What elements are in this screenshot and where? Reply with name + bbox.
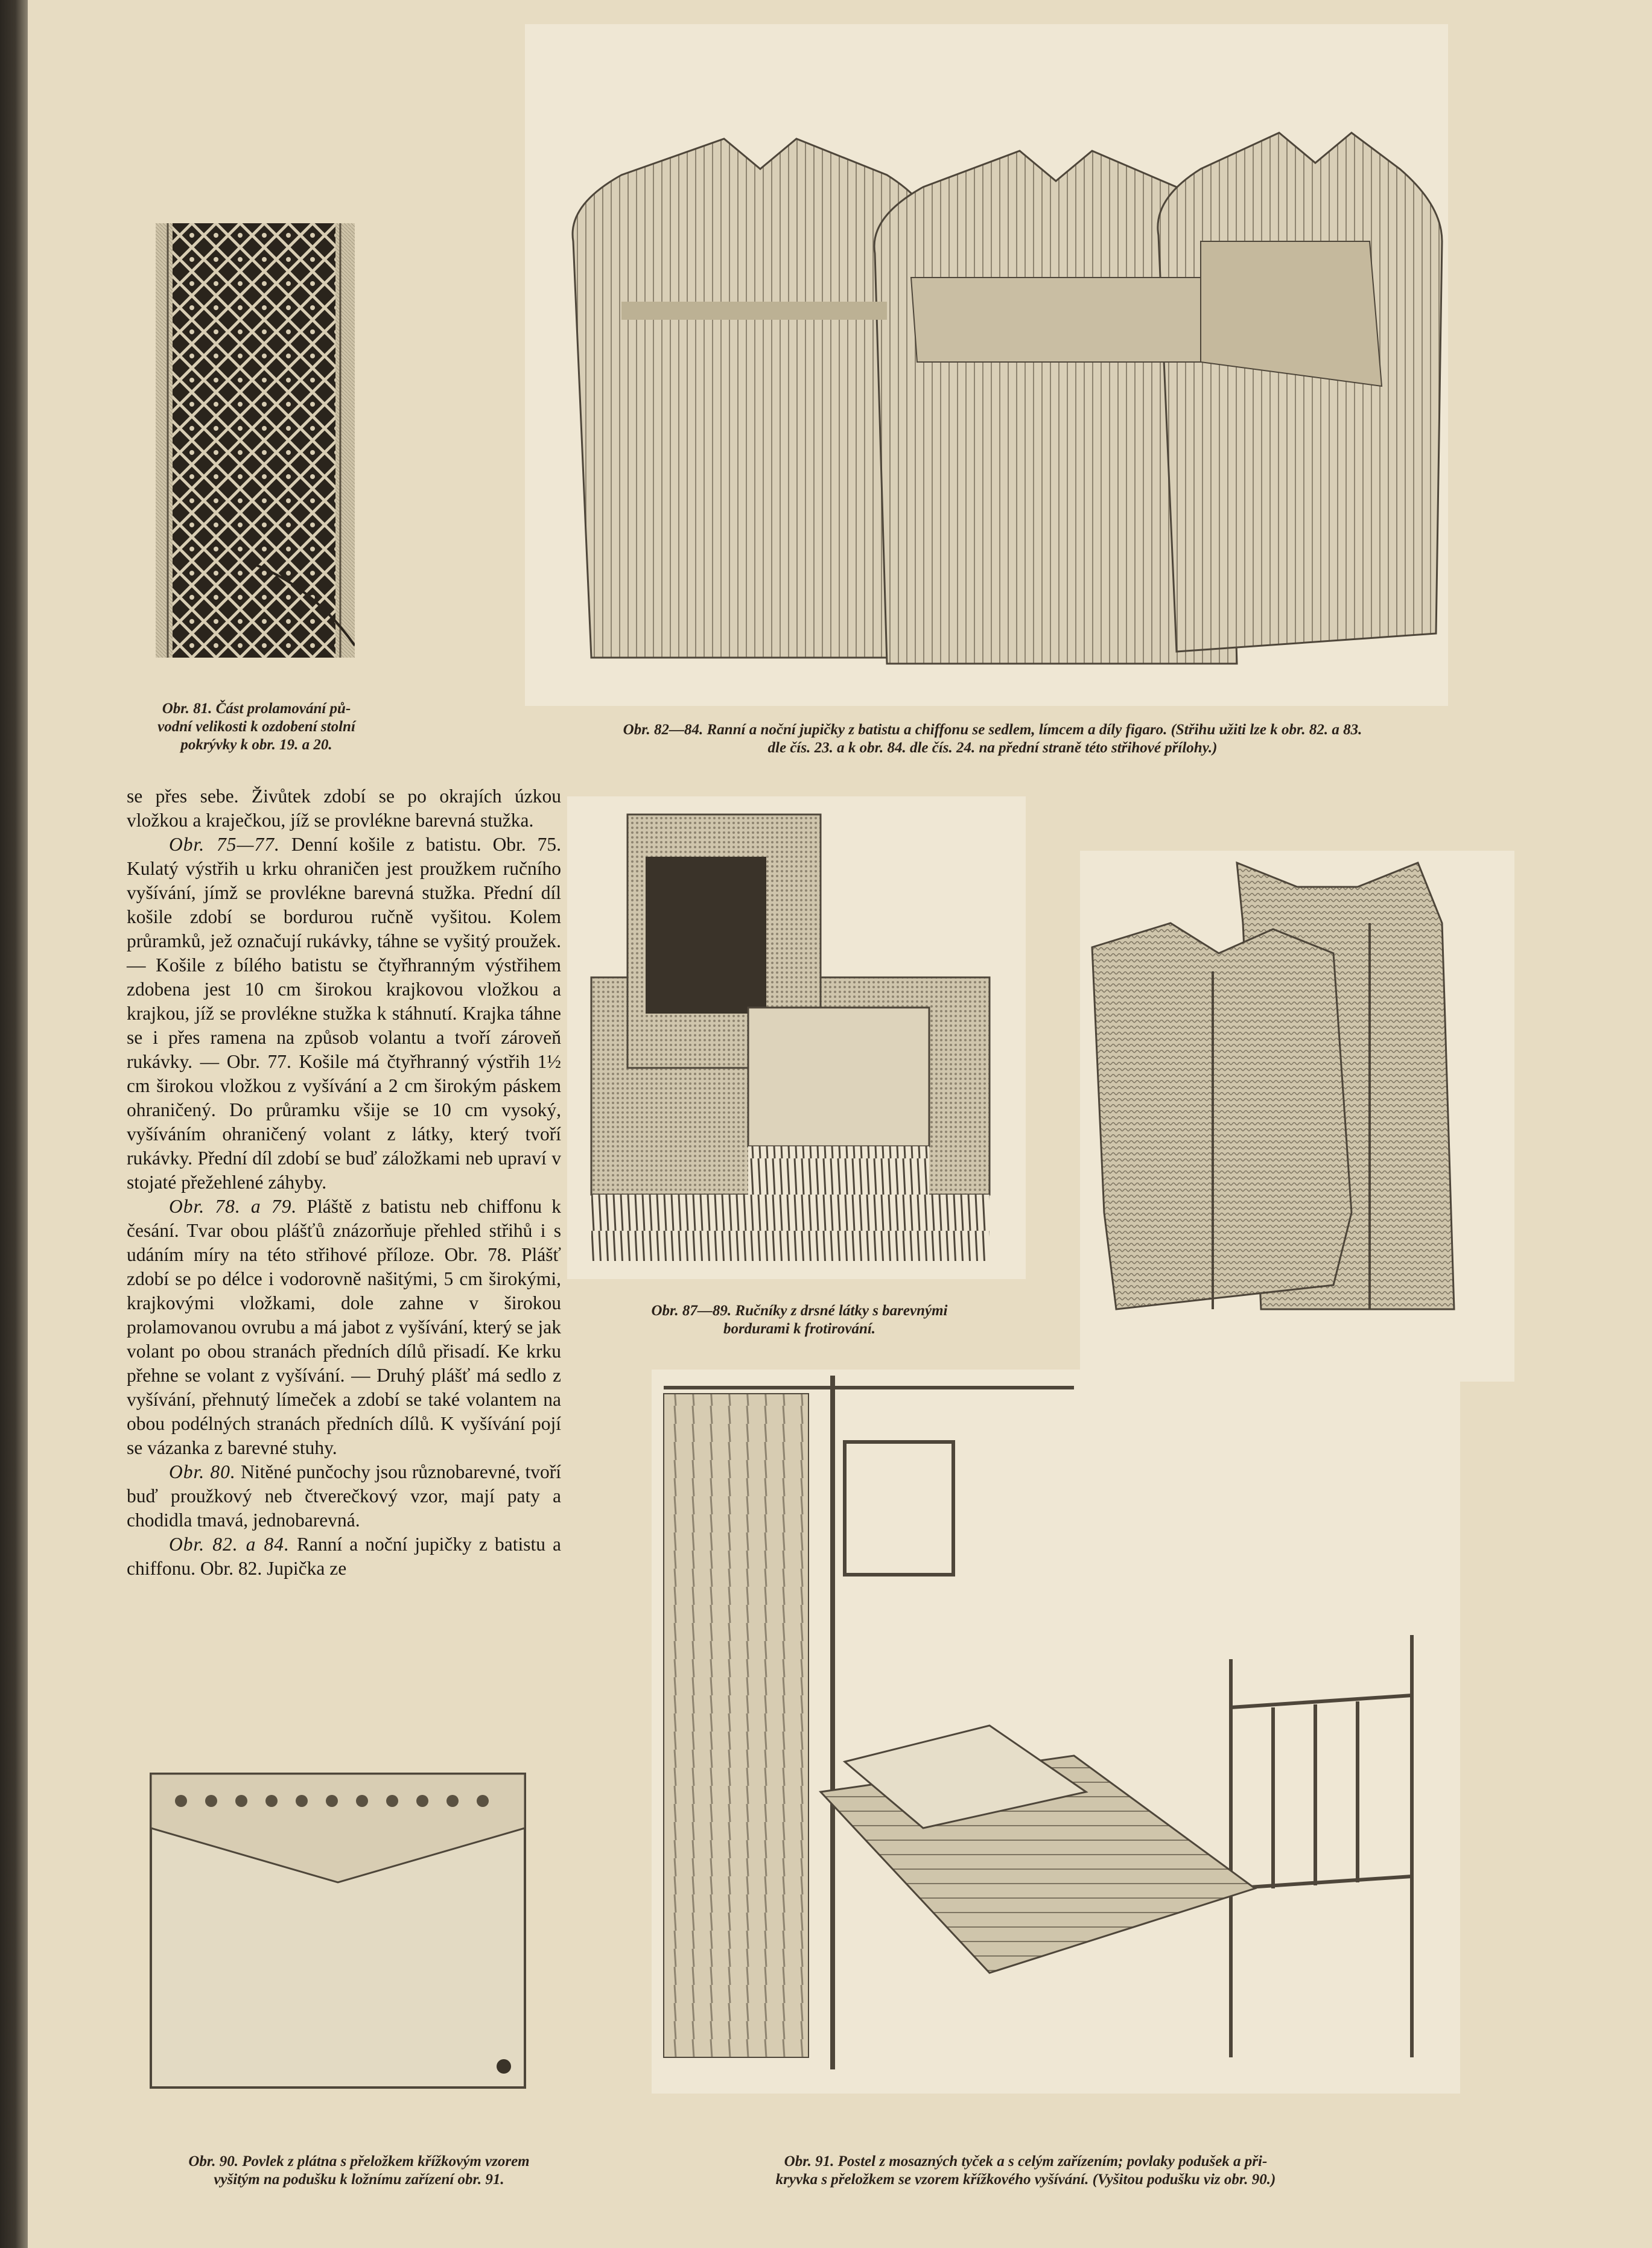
caption-line: vodní velikosti k ozdobení stolní xyxy=(157,719,355,735)
caption-line: Obr. 91. Postel z mosazných tyček a s celým zařízením; povlaky podušek a při- xyxy=(784,2153,1268,2170)
paragraph-body: Ranní a noční jupičky z batistu a chiffonu. Obr. 82. Jupička ze xyxy=(127,1534,562,1579)
figure-87-89-caption xyxy=(588,1302,1011,1338)
figure-81-caption xyxy=(112,700,401,754)
paragraph-body: Pláště z batistu neb chiffonu k česání. Tvar obou plášťů znázorňuje přehled střihů i s udáním míry na této střihové příloze. Obr. 78. Plášť zdobí se po délce i vodorovně našitými, 5 cm širokými, krajkovými vložkami, dole zahne v širokou prolamovanou ovrubu a má jabot z vyšívání, který se jak volant po obou stranách předních dílů přisadí. Ke krku přehne se volant z vyšívání. — Druhý plášť má sedlo z vyšívání, přehnutý límeček a zdobí se také volantem na obou podélných stranách předních dílů. K vyšívání pojí se vázanka z barevné stuhy. xyxy=(127,1196,562,1458)
paragraph-lead: Obr. 75—77. xyxy=(169,834,280,855)
pillowcase-illustration xyxy=(145,1762,537,2100)
caption-line: vyšitým na podušku k ložnímu zařízení obr. 91. xyxy=(214,2171,504,2188)
article-paragraph xyxy=(127,1532,561,1581)
paragraph-body: Denní košile z batistu. Obr. 75. Kulatý výstřih u krku ohraničen jest proužkem ručního vyšívání, jímž se provlékne barevná stužka. Přední díl košile zdobí se bordurou ručně vyšitou. Kolem průramků, jež označují rukávky, táhne se vyšitý proužek. — Košile z bílého batistu se čtyřhranným výstřihem zdobena jest 10 cm širokou krajkovou vložkou a krajkou, jíž se provlékne stužka k stáhnutí. Krajka táhne se i přes ramena na způsob volantu a tvoří zároveň rukávky. — Obr. 77. Košile má čtyřhranný výstřih 1½ cm širokou vložkou z vyšívání a 2 cm širokým páskem ohraničený. Do průramku všije se 10 cm vysoký, vyšíváním ohraničený volant z látky, který tvoří rukávky. Přední díl zdobí se buď záložkami neb upraví v stojaté přežehlené záhyby. xyxy=(127,834,561,1193)
lace-illustration xyxy=(156,223,355,658)
jackets-illustration xyxy=(525,24,1448,706)
caption-line: Obr. 82—84. Ranní a noční jupičky z batistu a chiffonu se sedlem, límcem a díly figaro. (Střihu užiti lze k obr. 82. a 83. xyxy=(623,722,1362,738)
caption-line: pokrývky k obr. 19. a 20. xyxy=(180,737,332,753)
bed-illustration xyxy=(652,1370,1460,2094)
caption-line: kryvka s přeložkem se vzorem křížkového vyšívání. (Vyšitou podušku viz obr. 90.) xyxy=(775,2171,1276,2188)
towels-illustration xyxy=(567,796,1026,1279)
bodices-illustration xyxy=(1080,851,1514,1382)
paragraph-lead: Obr. 80. xyxy=(169,1461,236,1482)
article-paragraph xyxy=(127,833,561,1195)
caption-line: Obr. 87—89. Ručníky z drsné látky s barevnými xyxy=(651,1303,948,1319)
article-paragraph xyxy=(127,1460,561,1532)
scan-binding-edge xyxy=(0,0,28,2248)
article-paragraph: se přes sebe. Živůtek zdobí se po okrajích úzkou vložkou a kraječkou, jíž se provlékne barevná stužka. xyxy=(127,786,561,831)
figure-90-caption xyxy=(136,2153,582,2189)
article-paragraph xyxy=(127,1195,561,1460)
caption-line: Obr. 81. Část prolamování pů- xyxy=(162,700,351,717)
paragraph-lead: Obr. 82. a 84. xyxy=(169,1534,290,1555)
figure-82-84-caption xyxy=(513,721,1472,757)
caption-line: bordurami k frotirování. xyxy=(723,1321,876,1337)
paragraph-body: Nitěné punčochy jsou různobarevné, tvoří buď proužkový neb čtverečkový vzor, mají paty a chodidla tmavá, jednobarevná. xyxy=(127,1461,561,1531)
paragraph-lead: Obr. 78. a 79. xyxy=(169,1196,297,1217)
caption-line: dle čís. 23. a k obr. 84. dle čís. 24. na přední straně této střihové přílohy.) xyxy=(767,740,1218,756)
article-text xyxy=(127,784,561,1581)
caption-line: Obr. 90. Povlek z plátna s přeložkem křížkovým vzorem xyxy=(188,2153,530,2170)
figure-91-caption xyxy=(682,2153,1370,2189)
